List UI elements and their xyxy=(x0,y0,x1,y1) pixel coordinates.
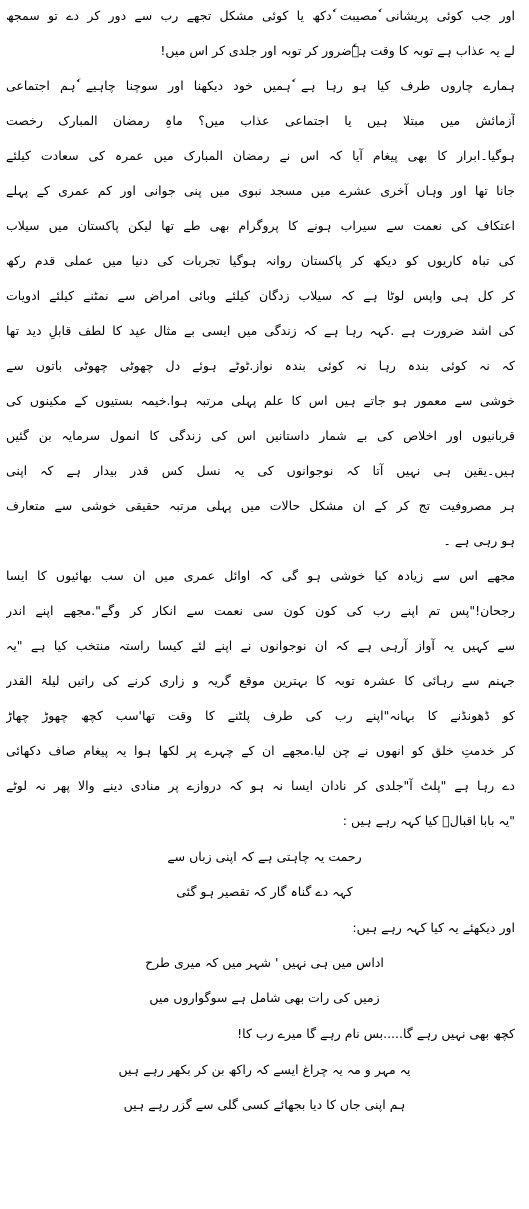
text-line: سے کہیں یہ آواز آرہی ہے کہ ان نوجوانوں نے اپنے لئے کیسا راستہ منتخب کیا ہے "یہ xyxy=(6,638,515,653)
verse-line: اداس میں ہی نہیں ' شہر میں کہ میری طرح xyxy=(145,955,384,970)
text-line: کر خدمتِ خلق کو انھوں نے چن لیا.مجھے ان کے چہرے پر لکھا ہوا یہ پیغام صاف دکھائی xyxy=(6,743,515,758)
text-line: اور جب کوئی پریشانی ٗمصیبت ٗدکھ یا کوئی مشکل تجھے رب سے دور کر دے تو سمجھ xyxy=(6,8,515,23)
text-line: مجھے اس سے زیادہ کیا خوشی ہو گی کہ اوائل عمری میں ان سب بھائیوں کا ایسا xyxy=(6,568,515,583)
text-line: اعتکاف کی نعمت سے سیراب ہونے کا پروگرام بھی طے تھا لیکن پاکستان میں سیلاب xyxy=(6,218,515,233)
text-line: جہنم سے رہائی کا عشرہ توبہ کا بہترین موقع گریہ و زاری کرنے کی راتیں لیلۃ القدر xyxy=(6,673,515,688)
text-line: ہر مصروفیت تج کر کے ان مشکل حالات میں پہلی مرتبہ حقیقی خوشی سے متعارف xyxy=(6,498,515,513)
text-line: قربانیوں اور اخلاص کی بے شمار داستانیں اس کی زندگی کا انمول سرمایہ بن گئیں xyxy=(6,428,515,443)
verse-line: رحمت یہ چاہتی ہے کہ اپنی زباں سے xyxy=(167,849,362,864)
text-line: ہیں۔یقین ہی نہیں آتا کہ نوجوانوں کی یہ نسل کس قدر بیدار ہے کہ اپنی xyxy=(6,463,515,478)
verse-line: یہ مہر و مہ یہ چراغ ایسے کہ راکھ بن کر بکھر رہے ہیں xyxy=(118,1062,411,1077)
text-line: رجحان!"پس تم اپنے رب کی کون کون سی نعمت سے انکار کر وگے".مجھے اپنے اندر xyxy=(6,603,515,618)
text-line: ہوگیا۔ابرار کا بھی پیغام آیا کہ اس نے رمضان المبارک میں عمرہ کی سعادت کیلئے xyxy=(6,148,515,163)
text-line: ہو رہی ہے ۔ xyxy=(443,533,515,548)
text-line: کہ نہ کوئی بندہ رہا نہ کوئی بندہ نواز.ٹوٹے ہوئے دل چھوٹی چھوٹی باتوں سے xyxy=(6,358,515,373)
text-line: کر کل ہی واپس لوٹا ہے کہ سیلاب زدگان کیلئے وبائی امراض سے نمٹنے کیلئے ادویات xyxy=(6,288,515,303)
text-line: اور دیکھئے یہ کیا کہہ رہے ہیں: xyxy=(352,920,515,935)
text-line: لے یہ عذاب ہے توبہ کا وقت ہےٗضرور کر توبہ اور جلدی کر اس میں! xyxy=(160,43,515,58)
verse-line: ہم اپنی جاں کا دیا بجھائے کسی گلی سے گزر رہے ہیں xyxy=(123,1097,406,1112)
text-line: ہمارے چاروں طرف کیا ہو رہا ہے ٗہمیں خود دیکھنا اور سوچنا چاہیے ٗہم اجتماعی xyxy=(6,78,515,93)
text-line: کو ڈھونڈنے کا بہانہ"اپنے رب کی طرف پلٹنے کا وقت تھا'سب کچھ چھوڑ چھاڑ xyxy=(6,708,515,723)
verse-line: زمیں کی رات بھی شامل ہے سوگواروں میں xyxy=(149,990,380,1005)
text-line: خوشی سے معمور ہو جاتے ہیں اس کا علم پہلی مرتبہ ہوا.خیمہ بستیوں کے مکینوں کی xyxy=(6,393,515,408)
text-line: "یہ بابا اقبالؒ کیا کہہ رہے ہیں : xyxy=(342,813,515,828)
verse-line: کہہ دے گناہ گار کہ تقصیر ہو گئی xyxy=(176,884,353,899)
text-line: آزمائش میں مبتلا ہیں یا اجتماعی عذاب میں؟ ماہِ رمضان المبارک رخصت xyxy=(6,113,515,128)
text-line: کی تباہ کاریوں کو دیکھ کر پاکستان روانہ ہوگیا تجربات کی دنیا میں عملی قدم رکھ xyxy=(6,253,515,268)
text-line: دے رہا ہے "پلٹ آ"جلدی کر نادان ایسا نہ ہو کہ دروازے پر منادی دینے والا پھر نہ لوٹے xyxy=(6,778,515,793)
text-line: کی اشد ضرورت ہے .کہہ رہا ہے کہ زندگی میں ایسی بے مثال عید کا لطف قابلِ دید تھا xyxy=(6,323,515,338)
text-line: جانا تھا اور وہاں آخری عشرے میں مسجد نبوی میں پنی جوانی اور کم عمری کے پہلے xyxy=(6,183,515,198)
text-line: کچھ بھی نہیں رہے گا.....بس نام رہے گا میرے رب کا! xyxy=(237,1026,515,1041)
